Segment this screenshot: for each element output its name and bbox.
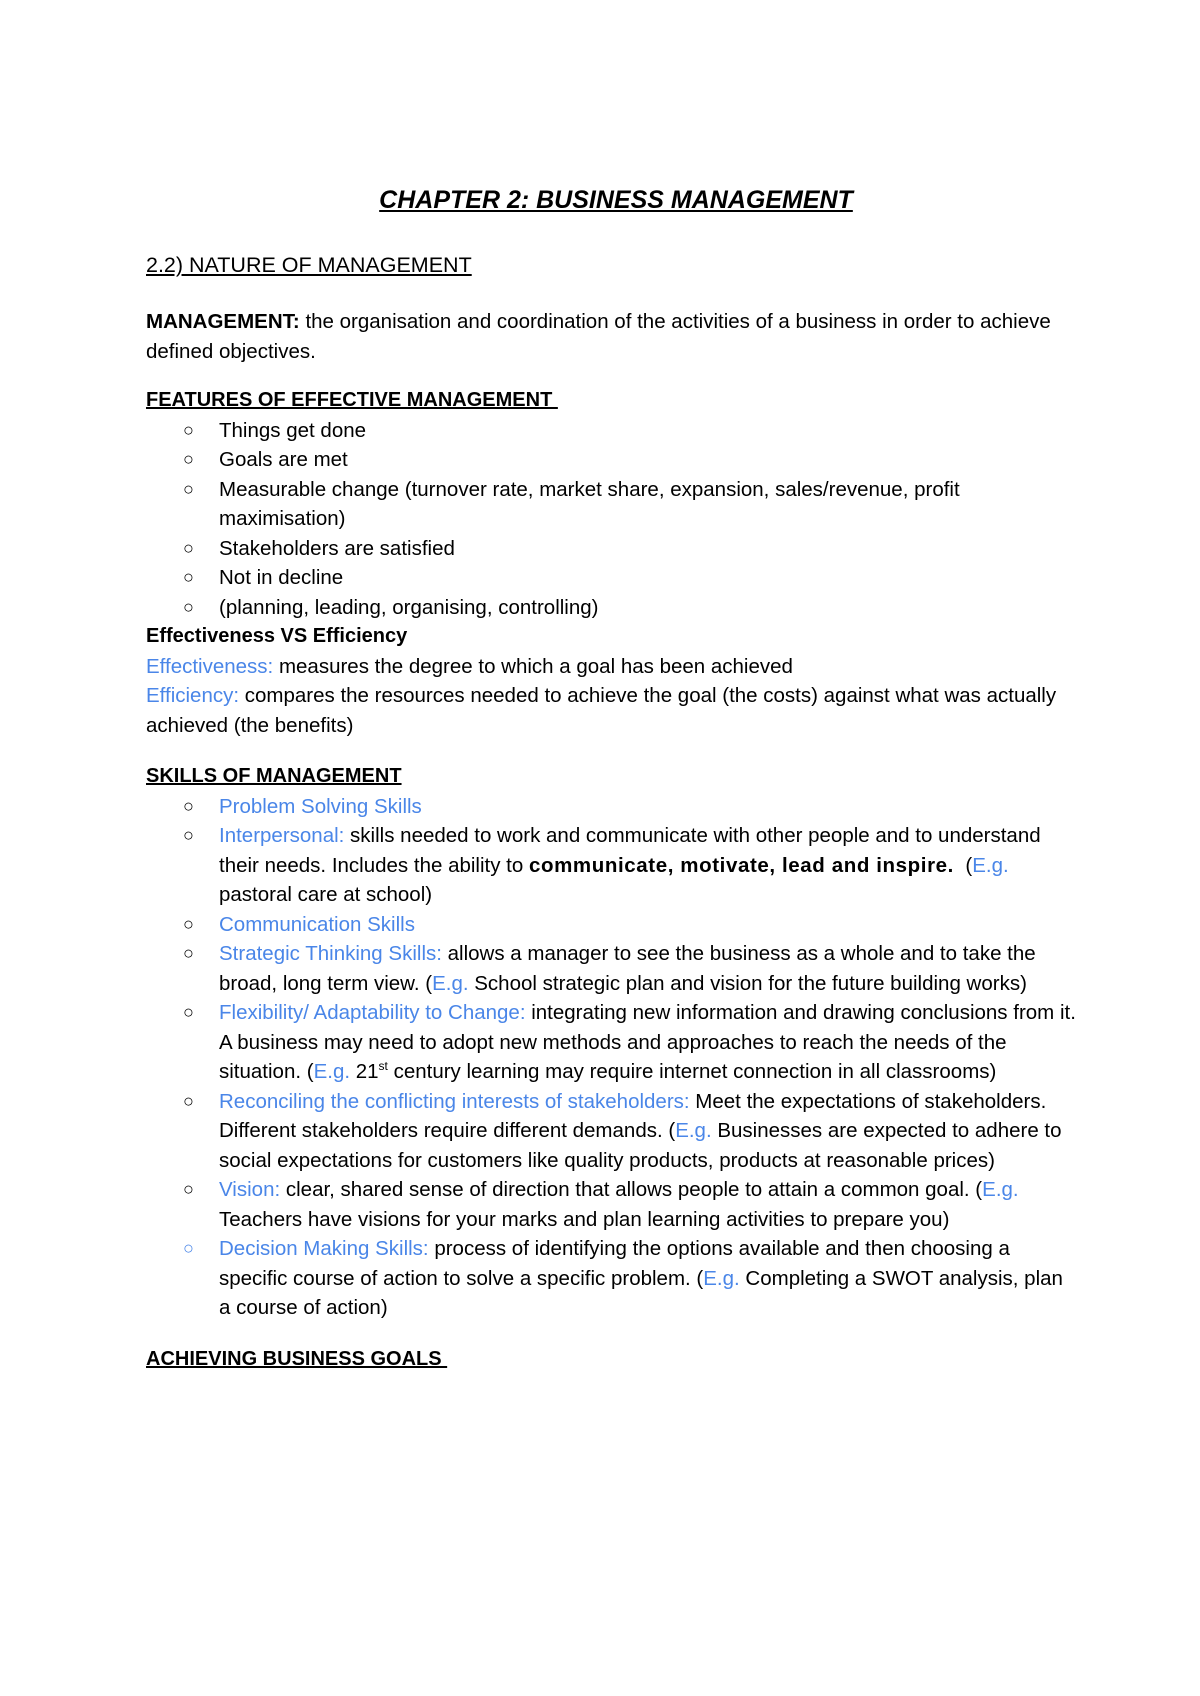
list-item	[146, 939, 1076, 998]
effectiveness-term: Effectiveness:	[146, 654, 274, 678]
skill-term: Strategic Thinking Skills:	[219, 942, 442, 965]
management-definition	[146, 307, 1076, 366]
example-label: E.g.	[432, 971, 469, 995]
list-item	[146, 1234, 1076, 1323]
skills-heading: SKILLS OF MANAGEMENT	[146, 765, 402, 787]
eff-vs-eff-heading: Effectiveness VS Efficiency	[146, 625, 408, 647]
hollow-bullet-icon: ○	[183, 913, 194, 934]
skill-text: clear, shared sense of direction that allows people to attain a common goal. (	[280, 1178, 983, 1201]
list-item	[146, 792, 1076, 822]
list-item-text: Not in decline	[219, 566, 344, 589]
features-list	[146, 416, 1076, 623]
list-item-text: (planning, leading, organising, controlling)	[219, 595, 599, 619]
ordinal-suffix: st	[378, 1059, 388, 1074]
hollow-bullet-icon: ○	[183, 943, 194, 963]
skill-term: Problem Solving Skills	[219, 794, 422, 818]
achieving-goals-heading: ACHIEVING BUSINESS GOALS	[146, 1347, 448, 1370]
efficiency-term: Efficiency:	[146, 684, 240, 707]
efficiency-text: compares the resources needed to achieve the goal (the costs) against what was actually achieved (the benefits)	[146, 684, 1057, 737]
list-item	[146, 1087, 1076, 1176]
hollow-bullet-icon: ○	[183, 478, 194, 499]
list-item-text: Stakeholders are satisfied	[219, 536, 455, 560]
example-label: E.g.	[972, 853, 1009, 877]
hollow-bullet-icon: ○	[183, 537, 194, 558]
page-title: CHAPTER 2: BUSINESS MANAGEMENT	[379, 186, 853, 214]
definition-text: the organisation and coordination of the activities of a business in order to achieve defined objectives.	[146, 310, 1051, 363]
skill-term: Interpersonal:	[219, 824, 345, 847]
hollow-bullet-icon: ○	[183, 825, 194, 845]
hollow-bullet-icon: ○	[183, 567, 194, 587]
skill-example-number: 21	[350, 1060, 379, 1083]
example-label: E.g.	[703, 1266, 740, 1290]
definition-term: MANAGEMENT:	[146, 310, 300, 333]
hollow-bullet-icon: ○	[183, 1238, 194, 1258]
features-heading: FEATURES OF EFFECTIVE MANAGEMENT	[146, 389, 558, 411]
skill-example: Businesses are expected to adhere to social expectations for customers like quality products, products at reasonable prices)	[219, 1119, 1062, 1172]
skill-text: Meet the expectations of stakeholders. Different stakeholders require different demands. (	[219, 1089, 1047, 1142]
hollow-bullet-icon: ○	[183, 1090, 194, 1111]
hollow-bullet-icon: ○	[183, 795, 194, 816]
effectiveness-text: measures the degree to which a goal has been achieved	[273, 654, 793, 678]
hollow-bullet-icon: ○	[183, 1179, 194, 1199]
skills-list	[146, 792, 1076, 1323]
list-item-text: Goals are met	[219, 448, 348, 471]
list-item	[146, 534, 1076, 564]
list-item	[146, 563, 1076, 593]
list-item: ○ Interpersonal: skills needed to work and communicate with other people and to understand their needs. Includes the ability to communicate, motivate, lead and inspire. (E.g. pastoral care at school)	[146, 821, 1076, 910]
efficiency-line	[146, 681, 1076, 740]
list-item	[146, 475, 1076, 534]
skill-example: Teachers have visions for your marks and plan learning activities to prepare you)	[219, 1207, 950, 1231]
section-heading: 2.2) NATURE OF MANAGEMENT	[146, 253, 472, 277]
skill-text: process of identifying the options available and then choosing a specific course of action to solve a specific problem. (	[219, 1237, 1010, 1290]
hollow-bullet-icon: ○	[183, 449, 194, 469]
skill-example: century learning may require internet connection in all classrooms)	[387, 1060, 997, 1083]
skill-example: School strategic plan and vision for the future building works)	[468, 971, 1027, 995]
skill-example: Completing a SWOT analysis, plan a course of action)	[219, 1266, 1063, 1319]
hollow-bullet-icon: ○	[183, 419, 194, 440]
list-item-text: Things get done	[219, 418, 367, 442]
list-item	[146, 416, 1076, 446]
skill-term: Communication Skills	[219, 912, 415, 936]
skill-text: skills needed to work and communicate with other people and to understand their needs. Includes the ability to	[219, 824, 1041, 877]
skill-term: Decision Making Skills:	[219, 1237, 429, 1260]
example-label: E.g.	[675, 1119, 712, 1142]
example-label: E.g.	[313, 1060, 351, 1083]
hollow-bullet-icon: ○	[183, 596, 194, 617]
list-item	[146, 998, 1076, 1087]
skill-text: integrating new information and drawing conclusions from it. A business may need to adopt new methods and approaches to reach the needs of the situation. (	[219, 1001, 1076, 1083]
skill-text: allows a manager to see the business as a whole and to take the broad, long term view. (	[219, 942, 1036, 995]
list-item	[146, 1175, 1076, 1234]
skill-term: Flexibility/ Adaptability to Change:	[219, 1001, 526, 1024]
skill-term: Vision:	[219, 1178, 281, 1201]
skill-emphasis: communicate, motivate, lead and inspire.	[528, 853, 954, 877]
example-label: E.g.	[982, 1178, 1019, 1201]
document-content	[146, 183, 1076, 1374]
effectiveness-line	[146, 652, 1076, 682]
list-item	[146, 445, 1076, 475]
skill-example: pastoral care at school)	[219, 883, 433, 906]
hollow-bullet-icon: ○	[183, 1002, 194, 1022]
skill-term: Reconciling the conflicting interests of stakeholders:	[219, 1089, 690, 1113]
list-item	[146, 593, 1076, 623]
list-item	[146, 910, 1076, 940]
list-item-text: Measurable change (turnover rate, market share, expansion, sales/revenue, profit maximisation)	[219, 477, 960, 530]
